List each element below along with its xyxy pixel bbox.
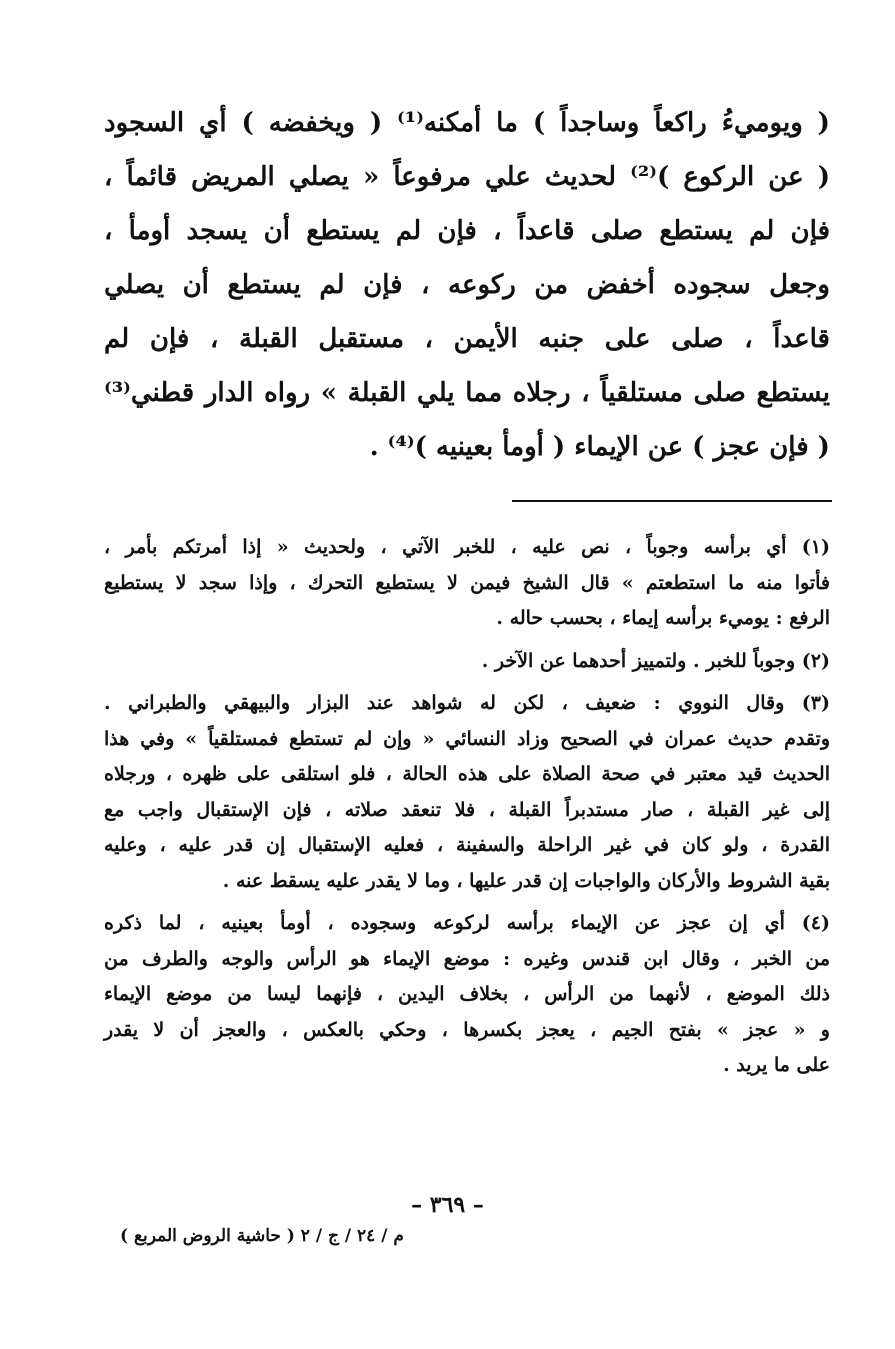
page-number: – ٣٦٩ – xyxy=(411,1192,484,1218)
footnote-line: بقية الشروط والأركان والواجبات إن قدر عليها ، وما لا يقدر عليه يسقط عنه . xyxy=(222,869,830,892)
footnote-line: الرفع : يوميء برأسه إيماء ، بحسب حاله . xyxy=(496,607,830,629)
main-text-line: ( عن الركوع )⁽²⁾ لحديث علي مرفوعاً « يصلي المريض قائماً ، xyxy=(104,162,831,192)
footnote-line: الحديث قيد معتبر في صحة الصلاة على هذه الحالة ، فلو استلقى على ظهره ، ورجلاه xyxy=(104,763,830,785)
footnote-line: (١) أي برأسه وجوباً ، نص عليه ، للخبر الآتي ، ولحديث « إذا أمرتكم بأمر ، xyxy=(104,536,830,558)
footnote-2 xyxy=(104,644,830,680)
footnote-1 xyxy=(104,530,830,637)
footnote-line: (٤) أي إن عجز عن الإيماء برأسه لركوعه وسجوده ، أومأ بعينيه ، لما ذكره xyxy=(104,912,830,934)
main-text-line: قاعداً ، صلى على جنبه الأيمن ، مستقبل القبلة ، فإن لم xyxy=(104,324,830,354)
footnote-4 xyxy=(104,906,830,1084)
footnote-divider xyxy=(512,500,832,502)
footnote-line: إلى غير القبلة ، صار مستدبراً القبلة ، فلا تنعقد صلاته ، فإن الإستقبال واجب مع xyxy=(104,798,830,821)
footnote-line: وتقدم حديث عمران في الصحيح وزاد النسائي « وإن لم تستطع فمستلقياً » وفي هذا xyxy=(104,727,830,750)
footnote-line: و « عجز » بفتح الجيم ، يعجز بكسرها ، وحكي بالعكس ، والعجز أن لا يقدر xyxy=(104,1018,830,1041)
footnote-line: من الخبر ، وقال ابن قندس وغيره : موضع الإيماء هو الرأس والوجه والطرف من xyxy=(104,947,830,970)
footnote-line: (٣) وقال النووي : ضعيف ، لكن له شواهد عند البزار والبيهقي والطبراني . xyxy=(104,692,830,714)
footnote-3 xyxy=(104,686,830,899)
main-text-line: فإن لم يستطع صلى قاعداً ، فإن لم يستطع أن يسجد أومأ ، xyxy=(104,216,830,246)
main-text-line: ( فإن عجز ) عن الإيماء ( أومأ بعينيه )⁽⁴⁾ . xyxy=(369,432,830,462)
footnote-line: (٢) وجوباً للخبر . ولتمييز أحدهما عن الآخر . xyxy=(481,649,830,672)
footnote-line: على ما يريد . xyxy=(723,1054,830,1076)
main-text-line: وجعل سجوده أخفض من ركوعه ، فإن لم يستطع أن يصلي xyxy=(104,270,830,300)
footnote-line: فأتوا منه ما استطعتم » قال الشيخ فيمن لا يستطيع التحرك ، وإذا سجد لا يستطيع xyxy=(104,571,830,594)
footnote-line: ذلك الموضع ، لأنهما من الرأس ، بخلاف اليدين ، فإنهما ليسا من موضع الإيماء xyxy=(104,983,830,1005)
footnotes xyxy=(104,530,830,1091)
main-text-line: يستطع صلى مستلقياً ، رجلاه مما يلي القبلة » رواه الدار قطني⁽³⁾ xyxy=(104,378,830,408)
printer-signature: م / ٢٤ / ج / ٢ ( حاشية الروض المربع ) xyxy=(120,1226,404,1246)
main-text-line: ( ويوميءُ راكعاً وساجداً ) ما أمكنه⁽¹⁾ ( ويخفضه ) أي السجود xyxy=(104,108,830,138)
main-text xyxy=(104,96,830,474)
footnote-line: القدرة ، ولو كان في غير الراحلة والسفينة ، فعليه الإستقبال إن قدر عليه ، وعليه xyxy=(104,834,830,856)
